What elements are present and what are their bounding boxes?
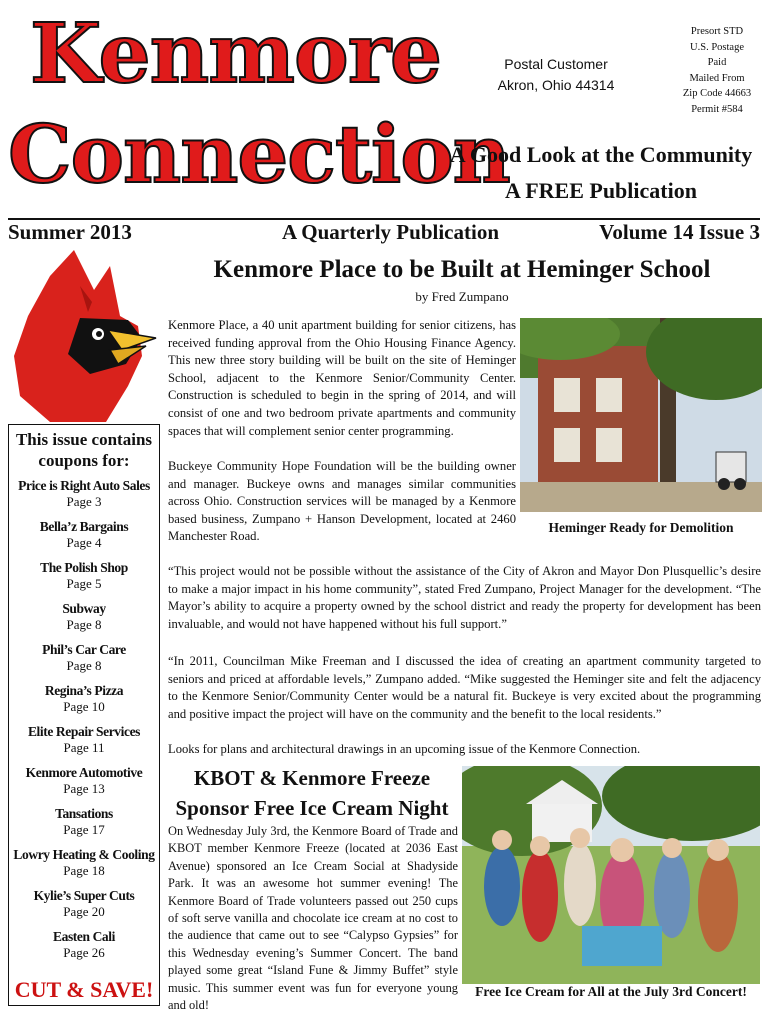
coupon-name: Elite Repair Services [27, 724, 141, 739]
presort-line: Permit #584 [691, 103, 743, 115]
coupon-name: Regina’s Pizza [44, 683, 124, 698]
coupon-entry [9, 887, 159, 920]
coupon-page: Page 8 [66, 658, 102, 673]
coupon-page: Page 26 [63, 945, 105, 960]
masthead-title-line2: Connection [8, 107, 510, 201]
cardinal-logo-image [10, 246, 158, 422]
coupon-name: Bella’z Bargains [39, 519, 129, 534]
presort-line: Zip Code 44663 [682, 88, 752, 99]
coupon-entry [9, 723, 159, 756]
coupon-page: Page 18 [63, 863, 105, 878]
article-byline: by Fred Zumpano [415, 289, 509, 304]
coupon-page: Page 5 [66, 576, 102, 591]
article2-headline-line2: Sponsor Free Ice Cream Night [175, 796, 449, 820]
issue-season: Summer 2013 [8, 220, 132, 244]
presort-line: Mailed From [689, 72, 745, 84]
article-paragraph: Buckeye Community Hope Foundation will be the building owner and manager. Buckeye owns and manages similar communities across Ohio. Construction services will be managed by a Kenmore based business, Zumpano + Hanson Development, located at 2460 Manchester Road. [168, 459, 516, 544]
coupon-page: Page 11 [63, 740, 105, 755]
coupon-page: Page 4 [66, 535, 102, 550]
coupon-name: Price is Right Auto Sales [18, 478, 150, 493]
coupon-entry [9, 600, 159, 633]
coupon-entry [9, 518, 159, 551]
heminger-school-photo [520, 318, 762, 512]
coupon-page: Page 10 [63, 699, 105, 714]
coupon-name: Kenmore Automotive [25, 765, 143, 780]
coupon-entry [9, 764, 159, 797]
coupon-name: The Polish Shop [40, 560, 128, 575]
article2-body: On Wednesday July 3rd, the Kenmore Board of Trade and KBOT member Kenmore Freeze (located at 2036 East Avenue) sponsored an Ice Cream Social at Shadyside Park. It was an awesome hot summer evening! The Kenmore Board of Trade volunteers passed out 250 cups of soft serve vanilla and chocolate ice cream at no cost to the audience that came out to see “Calypso Gypsies” for this Wednesday evening’s Summer Concert. The band played some great “Island Fune & Jimmy Buffet” style music. This summer event was fun for everyone young and old! [168, 824, 458, 1013]
article-headline: Kenmore Place to be Built at Heminger School [213, 256, 711, 283]
presort-line: Paid [707, 57, 727, 68]
coupon-entry [9, 682, 159, 715]
coupon-name: Lowry Heating & Cooling [13, 847, 155, 862]
presort-line: U.S. Postage [690, 41, 744, 53]
postal-line-1: Postal Customer [504, 56, 608, 72]
coupon-entry [9, 805, 159, 838]
tagline-community: A Good Look at the Community [449, 142, 753, 167]
coupon-name: Easten Cali [53, 929, 115, 944]
coupon-entry [9, 641, 159, 674]
cut-and-save-banner: CUT & SAVE! [14, 977, 154, 1002]
coupon-name: Phil’s Car Care [42, 642, 126, 657]
coupon-entry [9, 477, 159, 510]
coupon-name: Subway [62, 601, 106, 616]
ice-cream-social-photo [462, 766, 760, 984]
photo-caption: Heminger Ready for Demolition [548, 520, 734, 535]
coupon-page: Page 13 [63, 781, 105, 796]
photo-caption: Free Ice Cream for All at the July 3rd Concert! [475, 984, 747, 999]
article-paragraph: “In 2011, Councilman Mike Freeman and I discussed the idea of creating an apartment community targeted to seniors and priced at affordable levels,” Zumpano added. “Mike suggested the Heminger site and felt the adjacency to the Kenmore Senior/Community Center would be a natural fit. Buckeye is very excited about the programming and positive impact the project will have on the community and the benefit to the local residents.” [168, 654, 761, 721]
postage-indicia [676, 24, 758, 117]
presort-line: Presort STD [690, 26, 744, 37]
coupon-page: Page 20 [63, 904, 105, 919]
coupon-entry [9, 559, 159, 592]
tagline-free: A FREE Publication [505, 178, 697, 203]
publication-frequency: A Quarterly Publication [282, 220, 499, 244]
article-paragraph: “This project would not be possible without the assistance of the City of Akron and Mayor Don Plusquellic’s desire to make a major impact in his home community”, stated Fred Zumpano, Project Manager for the development. “The Mayor’s ability to acquire a property owned by the school district and ready the property for development has been invaluable, and would not have happened without his full support.” [168, 564, 761, 631]
article-paragraph: Kenmore Place, a 40 unit apartment building for senior citizens, has received funding approval from the Ohio Housing Finance Agency. This new three story building will be built on the site of Heminger School, adjacent to the Kenmore Senior/Community Center. Construction is scheduled to begin in the spring of 2014, and will consist of one and two bedroom private apartments and community spaces that will complement senior center programming. [168, 318, 516, 438]
postal-line-2: Akron, Ohio 44314 [497, 77, 615, 93]
coupon-name: Kylie’s Super Cuts [33, 888, 135, 903]
coupon-page: Page 17 [63, 822, 105, 837]
coupons-sidebar [8, 424, 160, 1006]
article-paragraph: Looks for plans and architectural drawings in an upcoming issue of the Kenmore Connection. [168, 742, 641, 756]
coupon-entry [9, 928, 159, 961]
coupons-sidebar-title: This issue contains coupons for: [15, 430, 153, 470]
masthead-title-line1: Kenmore [30, 6, 442, 102]
coupon-page: Page 8 [66, 617, 102, 632]
coupon-page: Page 3 [66, 494, 102, 509]
coupon-name: Tansations [55, 806, 113, 821]
postal-customer-block [486, 54, 626, 96]
coupon-entry [9, 846, 159, 879]
volume-issue: Volume 14 Issue 3 [599, 220, 760, 244]
article2-headline-line1: KBOT & Kenmore Freeze [193, 766, 431, 790]
